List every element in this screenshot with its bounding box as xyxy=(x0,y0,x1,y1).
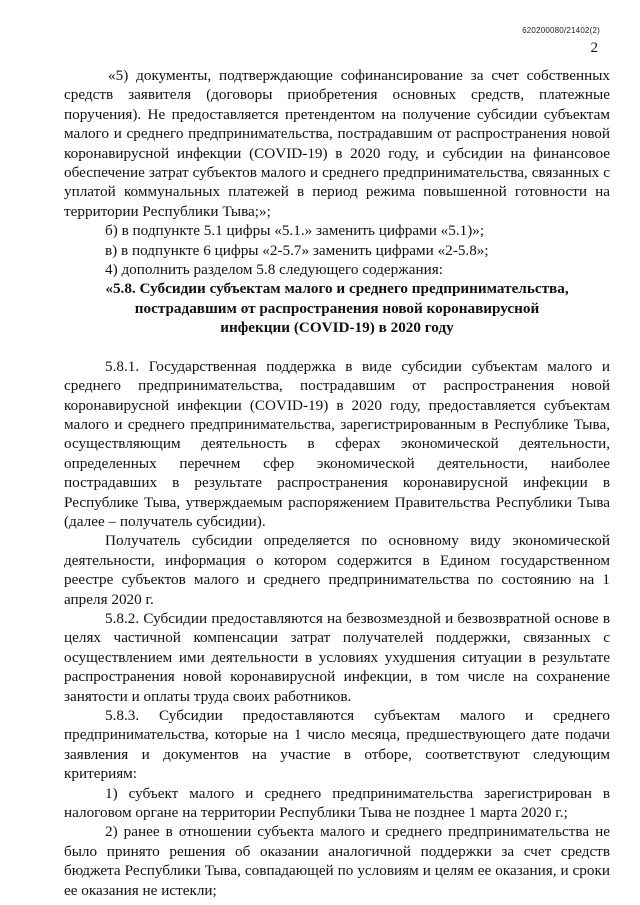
paragraph-item-4: 4) дополнить разделом 5.8 следующего содержания: xyxy=(105,261,443,279)
section-heading-line-1: «5.8. Субсидии субъектам малого и среднего предпринимательства, xyxy=(105,280,569,298)
paragraph-recipient: Получатель субсидии определяется по основному виду экономической деятельности, информация о котором содержится в Едином государственном реестре субъектов малого и среднего предпринимательства по состоянию на 1 апреля 2020 г. xyxy=(64,532,610,608)
paragraph-5-8-3: 5.8.3. Субсидии предоставляются субъектам малого и среднего предпринимательства, которые на 1 число месяца, предшествующего дате подачи заявления и документов на участие в отборе, соответствуют следующим критериям: xyxy=(64,707,610,783)
paragraph-subclause-v: в) в подпункте 6 цифры «2-5.7» заменить цифрами «2-5.8»; xyxy=(105,241,489,259)
paragraph-5-8-1: 5.8.1. Государственная поддержка в виде субсидии субъектам малого и среднего предпринимательства, пострадавшим от распространения новой коронавирусной инфекции (COVID-19) в 2020 году, предоставляется субъектам малого и среднего предпринимательства, зарегистрированным в Республике Тыва, осуществляющим деятельность в сферах экономической деятельности, определенных перечнем сфер экономической деятельности, наиболее пострадавших в результате распространения коронавирусной инфекции в Республике Тыва, утверждаемым распоряжением Правительства Республики Тыва (далее – получатель субсидии). xyxy=(64,357,610,530)
page-number: 2 xyxy=(590,40,598,56)
paragraph-criterion-1: 1) субъект малого и среднего предпринимательства зарегистрирован в налоговом органе на территории Республики Тыва не позднее 1 марта 2020 г.; xyxy=(64,784,610,822)
section-heading-line-3: инфекции (COVID-19) в 2020 году xyxy=(220,319,454,337)
document-body xyxy=(64,66,610,900)
paragraph-criterion-2: 2) ранее в отношении субъекта малого и среднего предпринимательства не было принято решения об оказании аналогичной поддержки за счет средств бюджета Республики Тыва, совпадающей по условиям и целям ее оказания, и сроки ее оказания не истекли; xyxy=(64,823,610,899)
paragraph-documents-clause: «5) документы, подтверждающие софинансирование за счет собственных средств заявителя (договоры приобретения основных средств, платежные поручения). Не предоставляется претендентом на получение субсидии субъектам малого и среднего предпринимательства, пострадавшим от распространения новой коронавирусной инфекции (COVID-19) в 2020 году, и субсидии на финансовое обеспечение затрат субъектов малого и среднего предпринимательства, связанных с уплатой коммунальных платежей в период режима повышенной готовности на территории Республики Тыва;»; xyxy=(64,67,610,220)
document-id: 620200080/21402(2) xyxy=(522,26,600,35)
section-heading xyxy=(64,279,610,337)
paragraph-subclause-b: б) в подпункте 5.1 цифры «5.1.» заменить цифрами «5.1)»; xyxy=(105,222,485,240)
paragraph-5-8-2: 5.8.2. Субсидии предоставляются на безвозмездной и безвозвратной основе в целях частичной компенсации затрат получателей поддержки, связанных с осуществлением ими деятельности в условиях ухудшения ситуации в результате распространения новой коронавирусной инфекции, в том числе на сохранение занятости и оплаты труда своих работников. xyxy=(64,609,610,705)
section-heading-line-2: пострадавшим от распространения новой коронавирусной xyxy=(134,299,540,317)
